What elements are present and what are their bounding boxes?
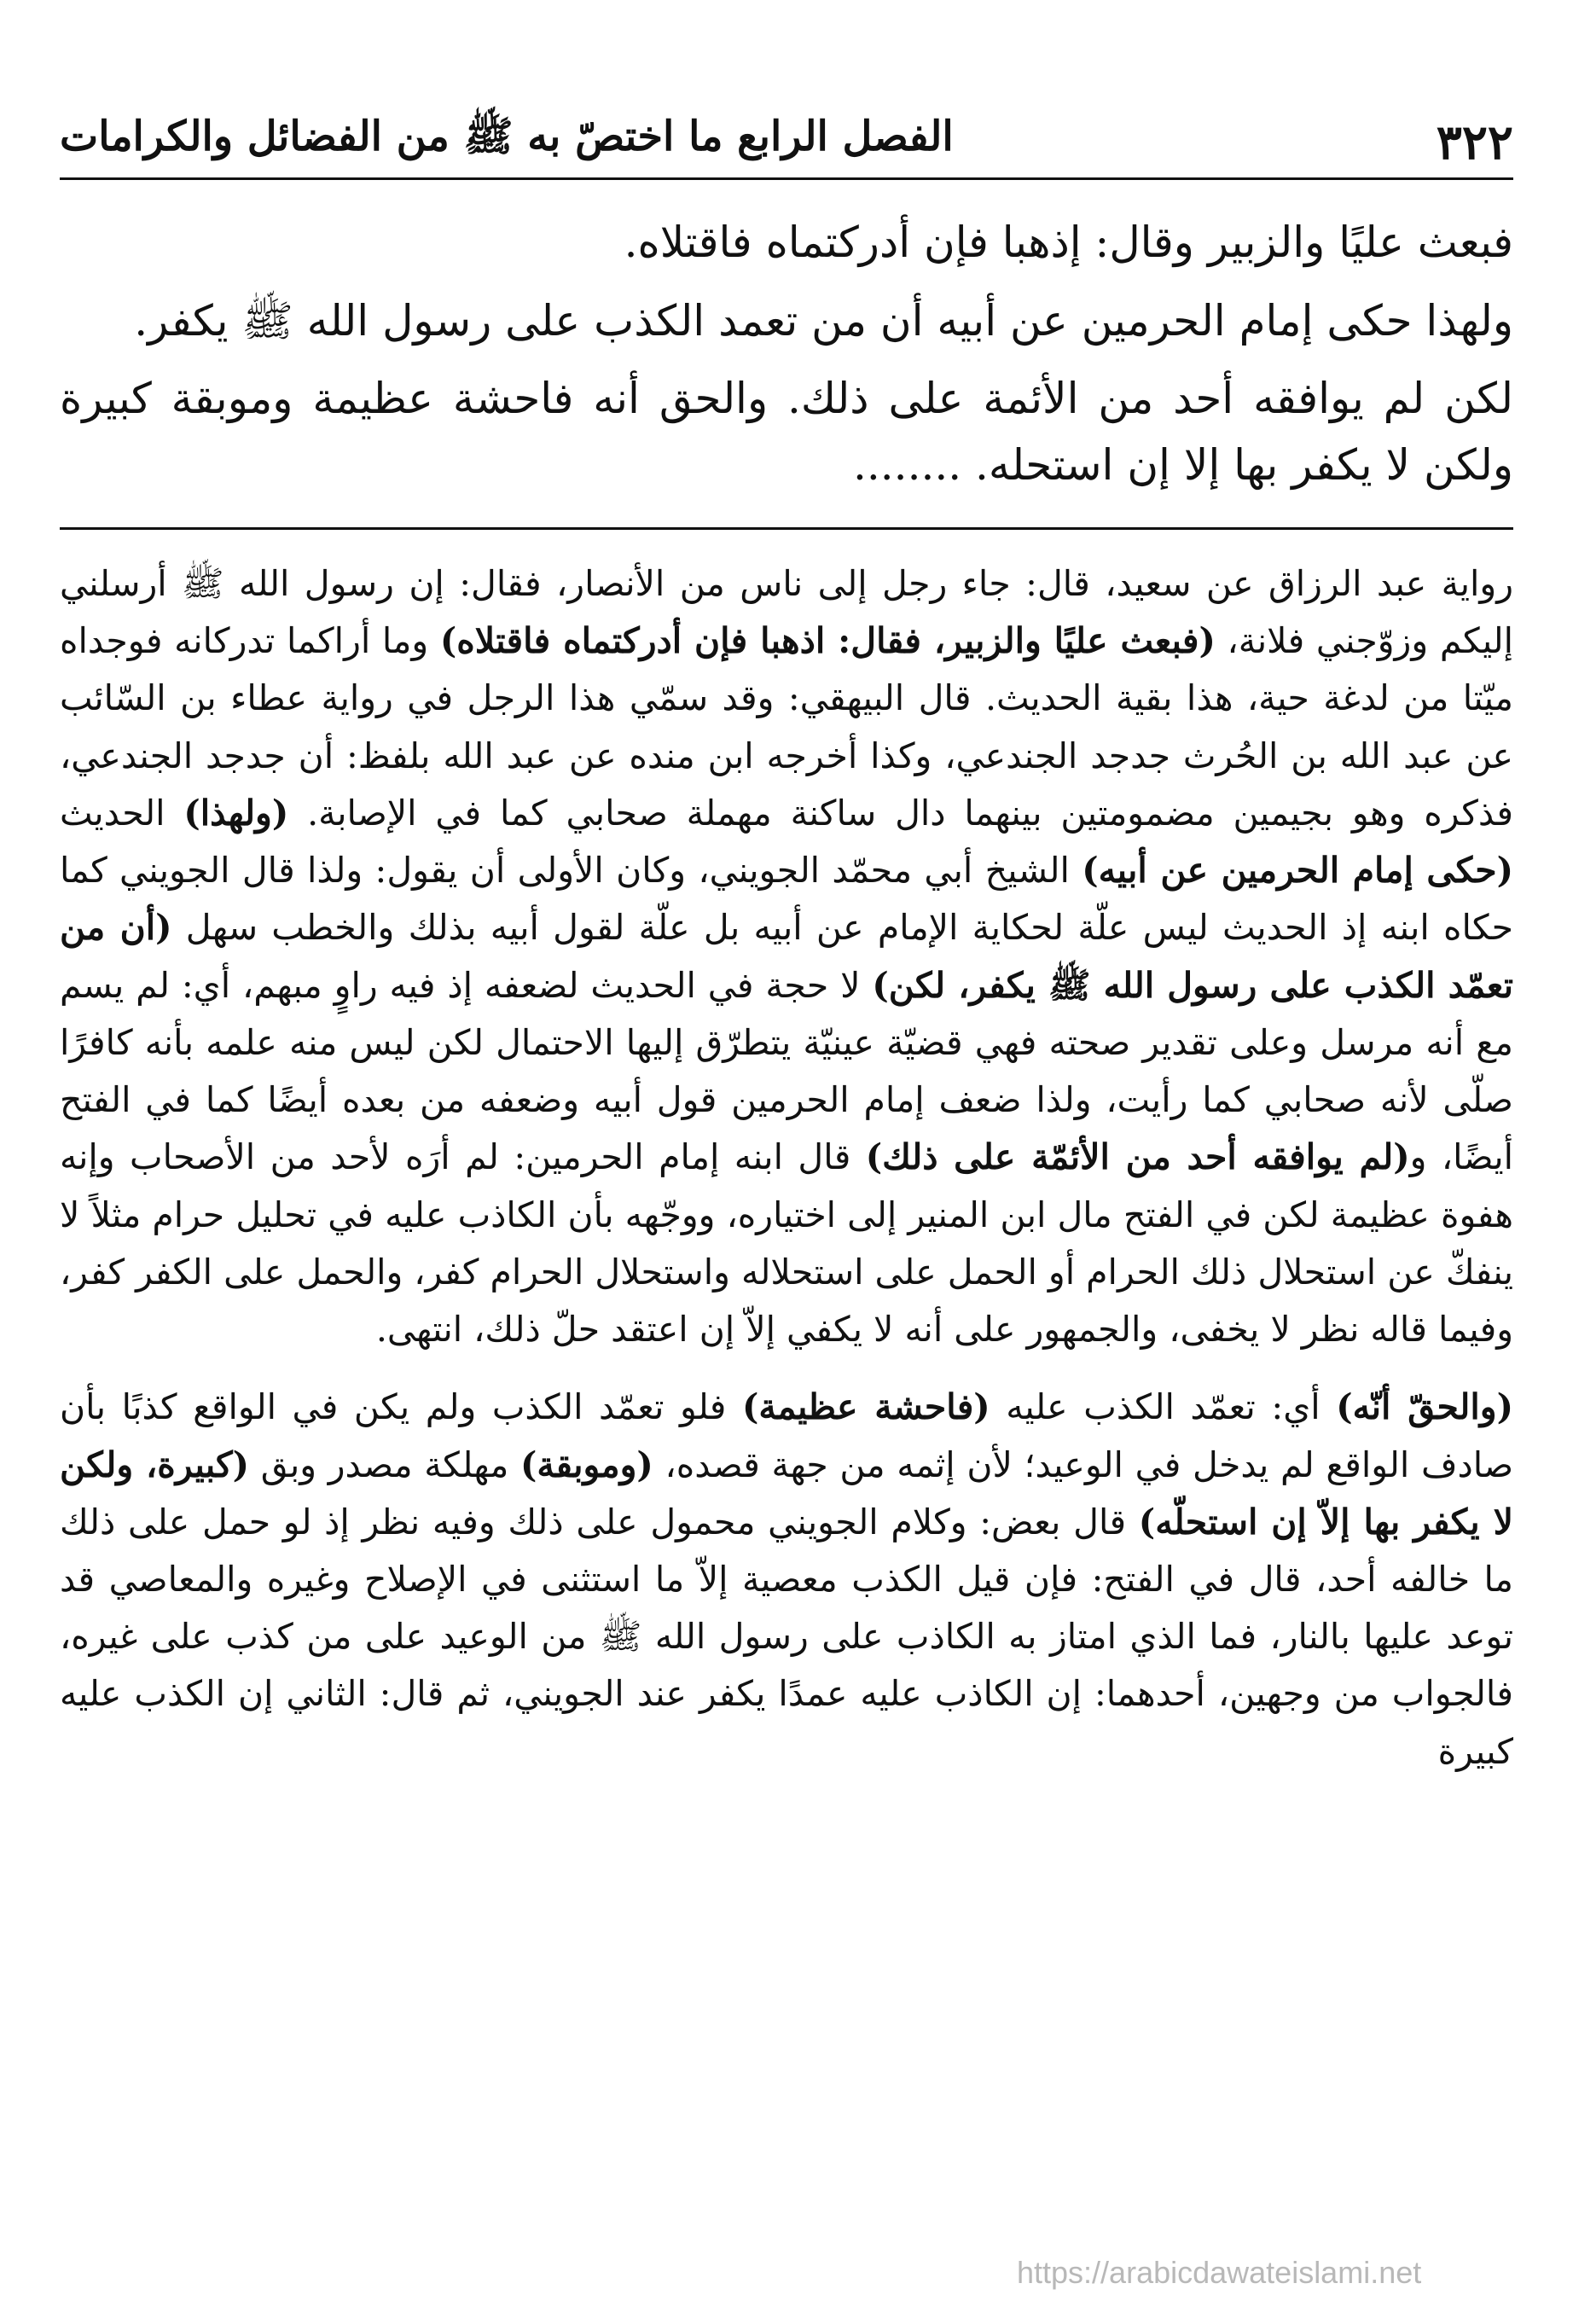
commentary-paragraph [60,1379,1513,1781]
main-text-paragraph: لكن لم يوافقه أحد من الأئمة على ذلك. والحق أنه فاحشة عظيمة وموبقة كبيرة ولكن لا يكفر بها إلا إن استحله. ........ [60,374,1513,490]
quoted-main-text: (فاحشة عظيمة) [741,1386,990,1428]
commentary-text: رواية عبد الرزاق عن سعيد، قال: جاء رجل إلى ناس من الأنصار، فقال: إن رسول الله ﷺ أرسلني إليكم وزوّجني فلانة، [60,563,1513,662]
commentary [60,555,1513,1781]
commentary-text: قال ابنه إمام الحرمين: لم أرَه لأحد من الأصحاب وإنه هفوة عظيمة لكن في الفتح مال ابن المنير إلى اختياره، ووجّهه بأن الكاذب عليه في تحليل حرام مثلاً لا ينفكّ عن استحلال ذلك الحرام أو الحمل على استحلاله واستحلال الحرام كفر، والحمل على الكفر كفر، وفيما قاله نظر لا يخفى، والجمهور على أنه لا يكفي إلاّ إن اعتقد حلّ ذلك، انتهى. [60,1136,1513,1351]
quoted-main-text: (أن من تعمّد الكذب على رسول الله ﷺ يكفر، لكن) [60,907,1513,1006]
commentary-paragraph [60,555,1513,1358]
main-text-paragraph: ولهذا حكى إمام الحرمين عن أبيه أن من تعمد الكذب على رسول الله ﷺ يكفر. [134,295,1513,346]
commentary-text: وما أراكما تدركانه فوجداه ميّتا من لدغة حية، هذا بقية الحديث. قال البيهقي: وقد سمّي هذا الرجل في رواية عطاء بن السّائب عن عبد الله بن الحُرث جدجد الجندعي، وكذا أخرجه ابن منده عن عبد الله بلفظ: أن جدجد الجندعي، فذكره وهو بجيمين مضمومتين بينهما دال ساكنة مهملة صحابي كما في الإصابة. [60,620,1513,834]
commentary-text: الحديث [60,792,184,834]
quoted-main-text: (ولهذا) [183,792,289,834]
commentary-text: لا حجة في الحديث لضعفه إذ فيه راوٍ مبهم، أي: لم يسم مع أنه مرسل وعلى تقدير صحته فهي قضيّة عينيّة يتطرّق إليها الاحتمال لكن ليس منه علمه بأنه كافرًا صلّى لأنه صحابي كما رأيت، ولذا ضعف إمام الحرمين قول أبيه وضعفه من بعده أيضًا كما في الفتح أيضًا، و [60,964,1513,1178]
main-text [60,210,1513,530]
commentary-text: الشيخ أبي محمّد الجويني، وكان الأولى أن يقول: ولذا قال الجويني كما حكاه ابنه إذ الحديث ليس علّة لحكاية الإمام عن أبيه بل علّة لقول أبيه بذلك والخطب سهل [60,850,1513,949]
quoted-main-text: (وموبقة) [519,1444,653,1485]
book-page [60,81,1513,1801]
page-header [60,81,1513,180]
main-text-paragraph: فبعث عليًا والزبير وقال: إذهبا فإن أدركتماه فاقتلاه. [624,218,1513,267]
quoted-main-text: (والحقّ أنّه) [1336,1386,1513,1428]
quoted-main-text: (كبيرة، ولكن لا يكفر بها إلاّ إن استحلّه) [60,1444,1514,1543]
quoted-main-text: (فبعث عليًا والزبير، فقال: اذهبا فإن أدركتماه فاقتلاه) [439,620,1216,662]
watermark-url: https://arabicdawateislami.net [1017,2255,1422,2290]
commentary-text: قال بعض: وكلام الجويني محمول على ذلك وفيه نظر إذ لو حمل على ذلك ما خالفه أحد، قال في الفتح: فإن قيل الكذب معصية إلاّ ما استثنى في الإصلاح وغيره والمعاصي قد توعد عليها بالنار، فما الذي امتاز به الكاذب على رسول الله ﷺ من الوعيد على من كذب على غيره، فالجواب من وجهين، أحدهما: إن الكاذب عليه عمدًا يكفر عند الجويني، ثم قال: الثاني إن الكذب عليه كبيرة [60,1501,1513,1772]
commentary-text: أي: تعمّد الكذب عليه [990,1386,1337,1428]
quoted-main-text: (لم يوافقه أحد من الأئمّة على ذلك) [865,1136,1410,1178]
running-title: الفصل الرابع ما اختصّ به ﷺ من الفضائل والكرامات [60,113,954,160]
commentary-text: فلو تعمّد الكذب ولم يكن في الواقع كذبًا بأن صادف الواقع لم يدخل في الوعيد؛ لأن إثمه من جهة قصده، [60,1386,1514,1485]
commentary-text: مهلكة مصدر وبق [249,1444,520,1485]
page-number: ٣٢٢ [1436,114,1513,171]
quoted-main-text: (حكى إمام الحرمين عن أبيه) [1082,850,1513,892]
